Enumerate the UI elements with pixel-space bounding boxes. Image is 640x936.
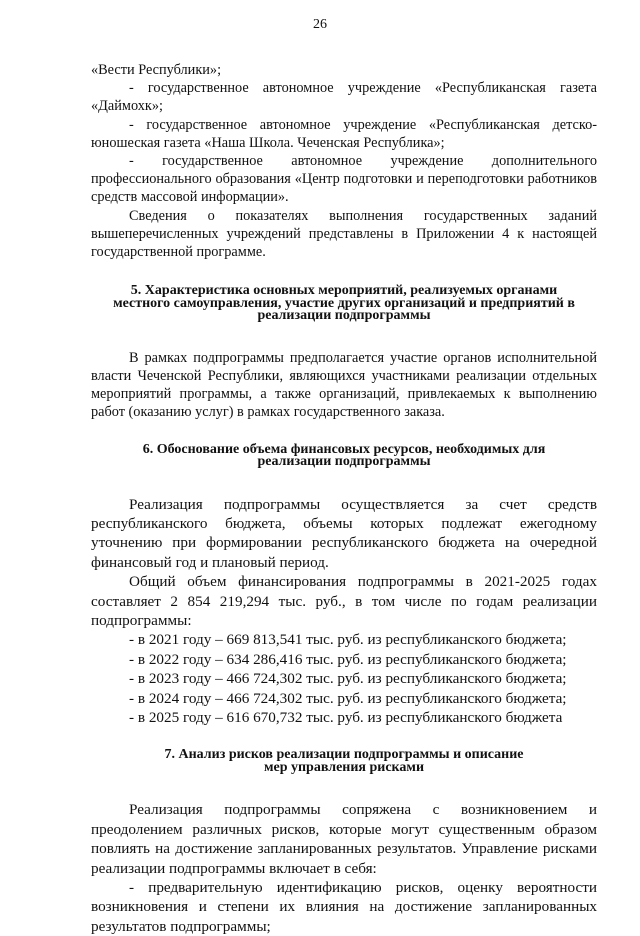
section-6-heading — [91, 441, 597, 470]
heading-line: мер управления рисками — [263, 759, 425, 775]
funding-year-item: - в 2022 году – 634 286,416 тыс. руб. из республиканского бюджета; — [129, 650, 567, 668]
section-6-paragraph: Реализация подпрограммы осуществляется за счет средств республиканского бюджета, объемы которых подлежат ежегодному уточнению при формировании республиканского бюджета на очередной финансовый год и плановый период. — [91, 495, 597, 571]
section-7-heading — [91, 749, 597, 774]
note-paragraph: Сведения о показателях выполнения государственных заданий вышеперечисленных учреждений представлены в Приложении 4 к настоящей государственной программе. — [91, 207, 597, 261]
heading-line: реализации подпрограммы — [257, 454, 431, 470]
section-6-body — [91, 495, 597, 728]
heading-line: 7. Анализ рисков реализации подпрограммы и описание — [164, 747, 524, 763]
section-5-heading — [91, 285, 597, 323]
funding-year-item: - в 2025 году – 616 670,732 тыс. руб. из республиканского бюджета — [129, 709, 563, 727]
list-item: - государственное автономное учреждение дополнительного профессионального образования «Центр подготовки и переподготовки работников средств массовой информации». — [91, 153, 597, 206]
heading-line: местного самоуправления, участие других организаций и предприятий в — [113, 295, 575, 311]
funding-year-item: - в 2021 году – 669 813,541 тыс. руб. из республиканского бюджета; — [129, 631, 567, 649]
funding-year-item: - в 2023 году – 466 724,302 тыс. руб. из республиканского бюджета; — [129, 670, 567, 688]
heading-line: 6. Обоснование объема финансовых ресурсов, необходимых для — [142, 441, 546, 457]
list-item: - предварительную идентификацию рисков, оценку вероятности возникновения и степени их влияния на достижение запланированных результатов подпрограммы; — [91, 879, 597, 935]
heading-line: 5. Характеристика основных мероприятий, реализуемых органами — [130, 283, 558, 299]
list-item-continuation: «Вести Республики»; — [91, 62, 222, 78]
funding-year-item: - в 2024 году – 466 724,302 тыс. руб. из республиканского бюджета; — [129, 689, 567, 707]
page-number: 26 — [313, 17, 327, 32]
section-5-paragraph: В рамках подпрограммы предполагается участие органов исполнительной власти Чеченской Республики, являющихся участниками реализации отдельных мероприятий программы, а также организаций, привлекаемых к выполнению работ (оказанию услуг) в рамках государственного заказа. — [91, 349, 597, 421]
list-item: - государственное автономное учреждение «Республиканская газета «Даймохк»; — [91, 80, 597, 115]
document-body — [91, 61, 597, 936]
heading-line: реализации подпрограммы — [257, 308, 431, 324]
section-6-paragraph: Общий объем финансирования подпрограммы в 2021-2025 годах составляет 2 854 219,294 тыс. руб., в том числе по годам реализации подпрограммы: — [91, 573, 597, 629]
section-7-paragraph: Реализация подпрограммы сопряжена с возникновением и преодолением различных рисков, которые могут существенным образом повлиять на достижение запланированных результатов. Управление рисками реализации подпрограммы включает в себя: — [91, 801, 597, 877]
list-item: - государственное автономное учреждение «Республиканская детско-юношеская газета «Наша Школа. Чеченская Республика»; — [91, 116, 597, 151]
section-7-body — [91, 800, 597, 936]
